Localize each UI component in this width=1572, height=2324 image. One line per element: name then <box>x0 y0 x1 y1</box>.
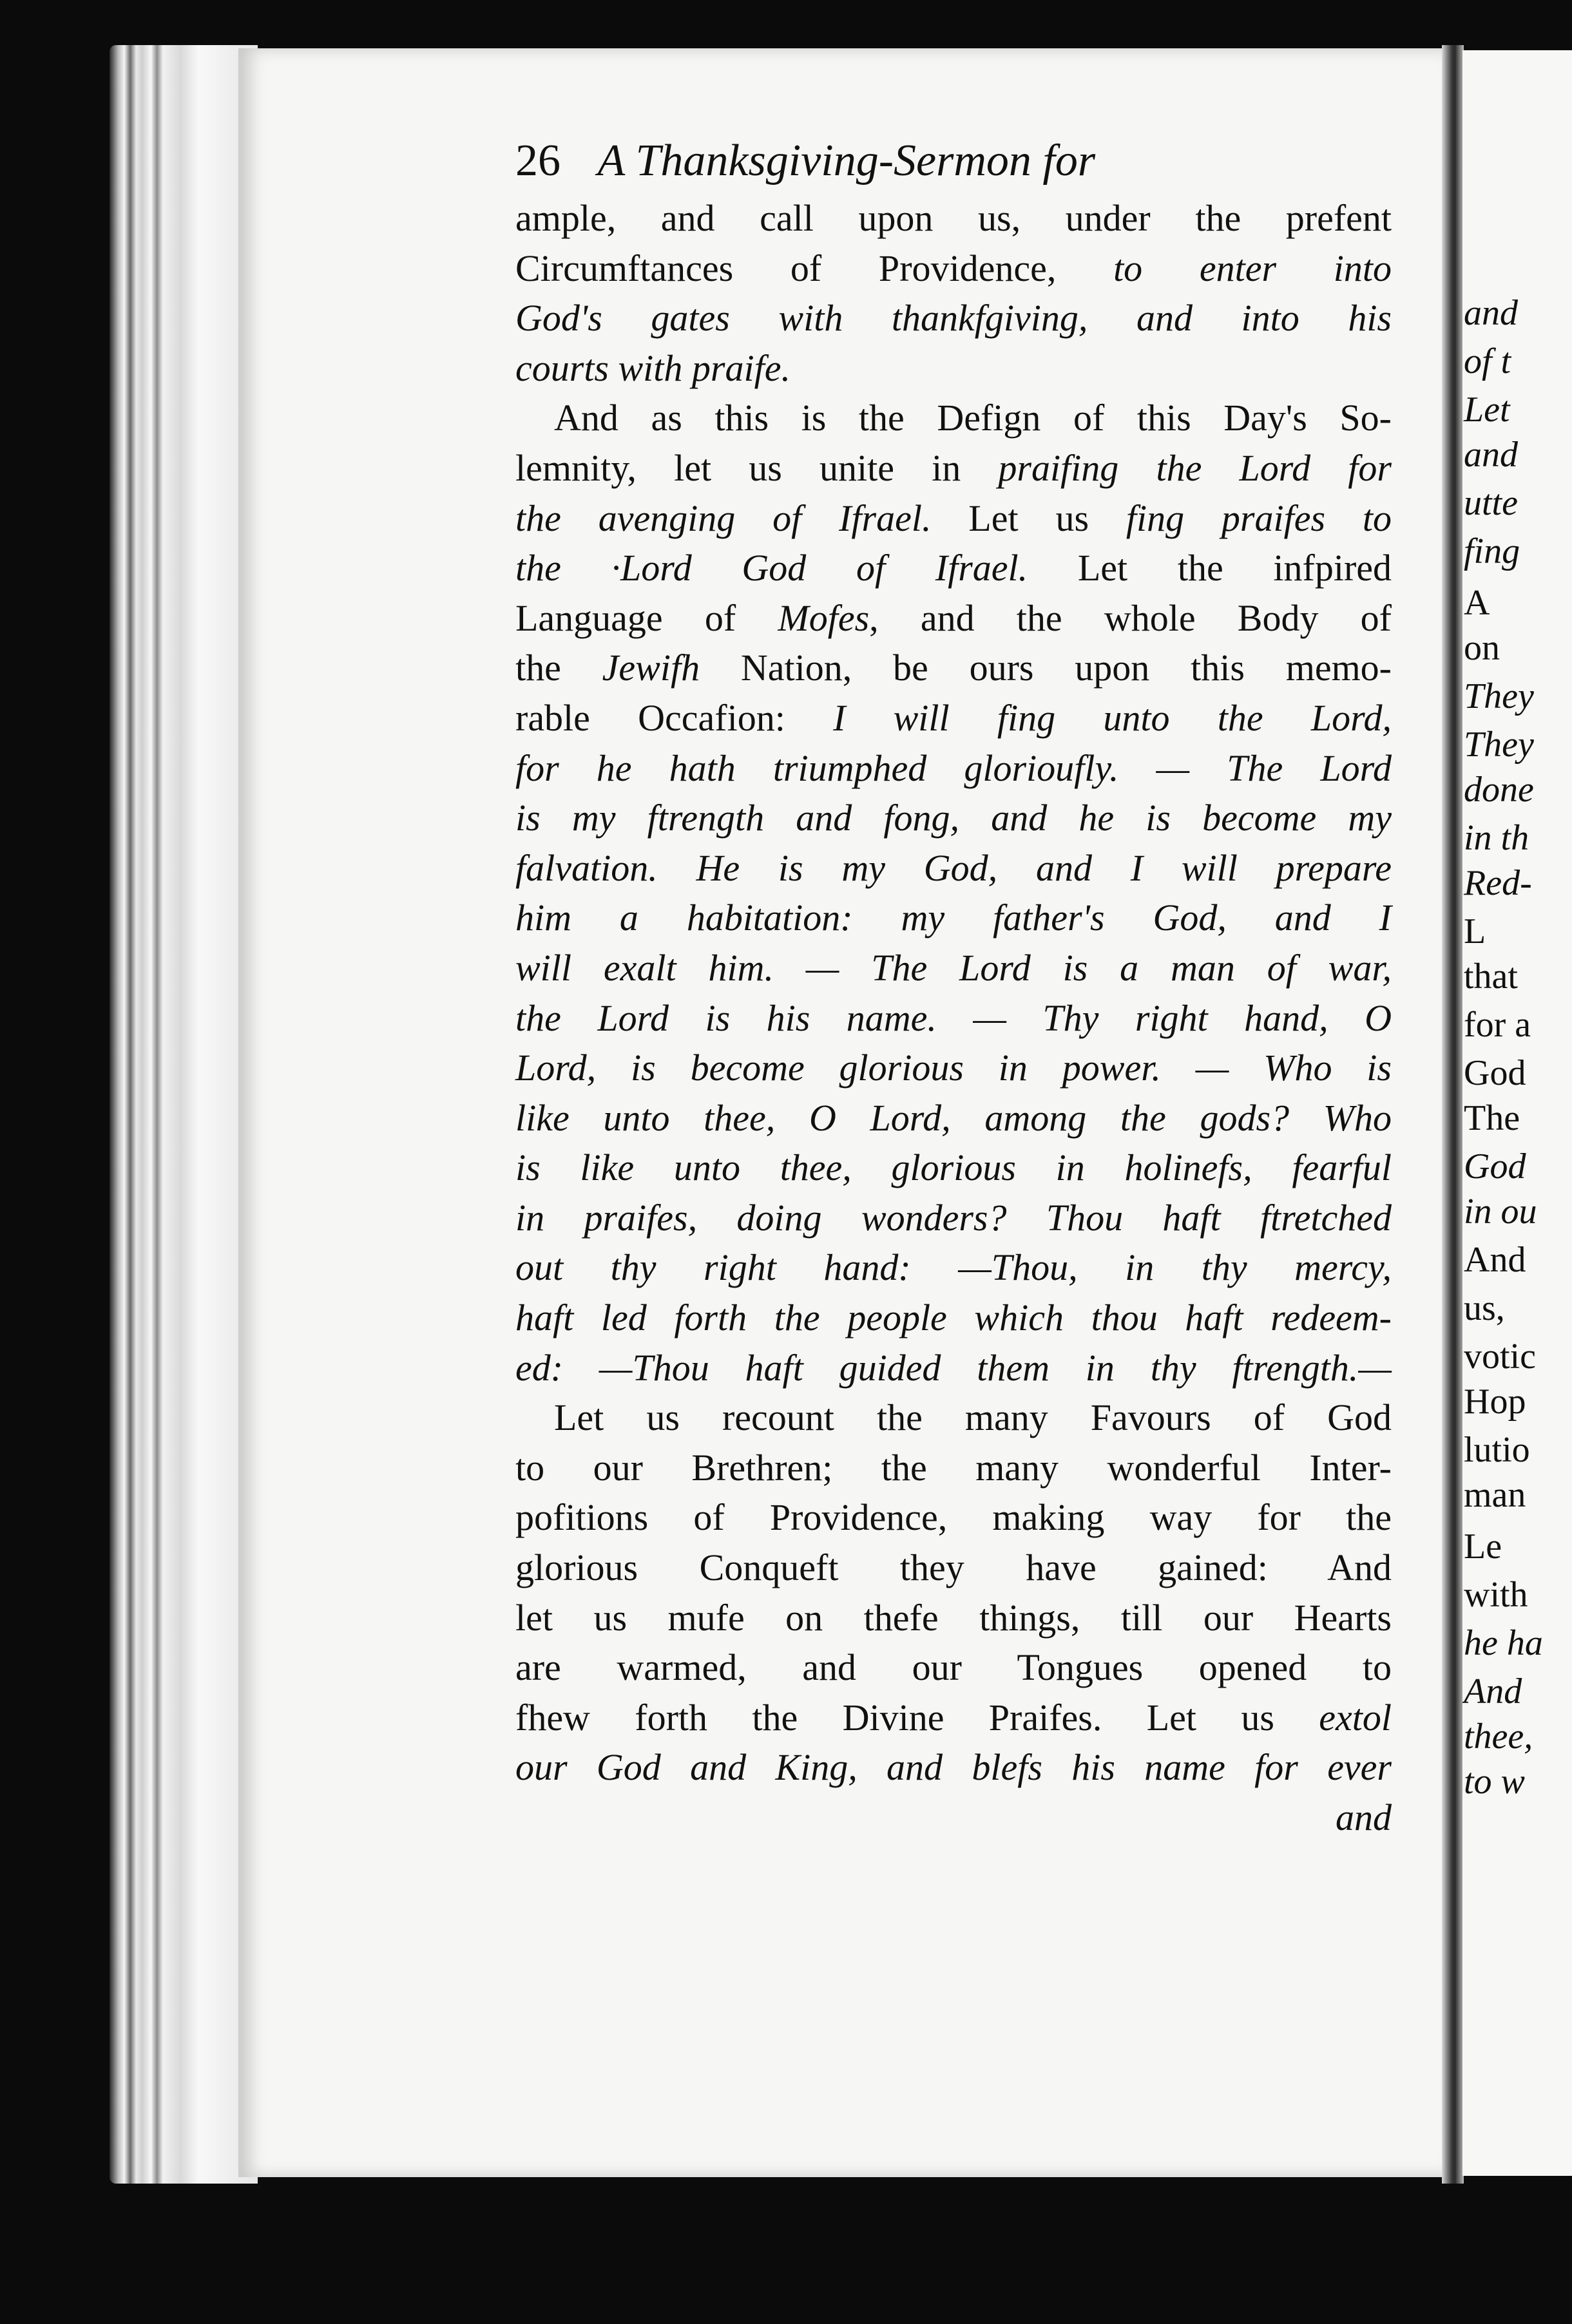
text-line <box>515 1343 1392 1393</box>
text-segment: for he hath triumphed glorioufly. — The Lord <box>515 747 1392 789</box>
text-segment: him a habitation: my father's God, and I <box>515 897 1392 939</box>
text-line <box>515 1543 1392 1593</box>
right-page-line: he ha <box>1464 1623 1543 1663</box>
right-page-line: They <box>1464 676 1534 716</box>
text-segment: lemnity, let us unite in <box>515 446 999 489</box>
running-header <box>515 129 1392 193</box>
text-segment: praifing the Lord for <box>998 446 1392 489</box>
text-line <box>515 393 1392 443</box>
text-segment: Language of <box>515 596 778 639</box>
text-line <box>515 1492 1392 1543</box>
text-segment: out thy right hand: —Thou, in thy mercy, <box>515 1246 1392 1289</box>
text-line <box>515 1643 1392 1693</box>
text-line <box>515 1093 1392 1143</box>
text-line <box>515 493 1392 544</box>
book-gutter <box>1442 45 1464 2184</box>
text-segment: Let us recount the many Favours of God <box>554 1396 1392 1439</box>
text-segment: falvation. He is my God, and I will prepare <box>515 846 1392 889</box>
right-page-line: and <box>1464 293 1518 333</box>
text-segment: the avenging of Ifrael. <box>515 497 932 539</box>
right-page-line: Let <box>1464 390 1510 430</box>
text-segment: are warmed, and our Tongues opened to <box>515 1646 1392 1689</box>
text-segment: let us mufe on thefe things, till our Hearts <box>515 1596 1392 1639</box>
text-segment: and <box>1336 1796 1392 1838</box>
text-segment: Let us <box>931 497 1126 539</box>
text-segment: , and the whole Body of <box>869 596 1392 639</box>
right-page-line: They <box>1464 725 1534 765</box>
text-segment: ed: —Thou haft guided them in thy ftrength.— <box>515 1346 1392 1389</box>
text-segment: the <box>515 647 602 689</box>
text-line <box>515 1593 1392 1643</box>
right-page-fragment <box>1462 50 1572 2176</box>
text-line <box>515 1143 1392 1193</box>
text-line <box>515 1043 1392 1093</box>
right-page-line: fing <box>1464 531 1520 571</box>
text-line <box>515 243 1392 294</box>
text-line <box>515 793 1392 843</box>
right-page-line: and <box>1464 435 1518 475</box>
text-segment: our God and King, and blefs his name for ever <box>515 1746 1392 1789</box>
text-line <box>515 693 1392 743</box>
right-page-line: that <box>1464 957 1518 996</box>
right-page-line: And <box>1464 1240 1526 1280</box>
text-segment: Circumftances of Providence, <box>515 247 1114 289</box>
text-line <box>515 1193 1392 1243</box>
text-segment: to enter into <box>1113 247 1392 289</box>
text-line <box>515 893 1392 943</box>
text-segment: pofitions of Providence, making way for the <box>515 1496 1392 1539</box>
text-segment: extol <box>1319 1696 1392 1738</box>
text-segment: in praifes, doing wonders? Thou haft ftretched <box>515 1196 1392 1239</box>
right-page-line: God <box>1464 1053 1526 1093</box>
right-page-line: in th <box>1464 818 1529 858</box>
text-line <box>515 1293 1392 1343</box>
text-segment: is my ftrength and fong, and he is become my <box>515 797 1392 839</box>
text-segment: will exalt him. — The Lord is a man of war, <box>515 946 1392 989</box>
right-page-line: votic <box>1464 1337 1536 1376</box>
text-segment: And as this is the Defign of this Day's So- <box>554 397 1392 439</box>
right-page-line: with <box>1464 1575 1528 1615</box>
text-segment: rable Occafion: <box>515 696 834 739</box>
text-segment: is like unto thee, glorious in holinefs, fearful <box>515 1147 1392 1189</box>
text-segment: ample, and call upon us, under the prefent <box>515 197 1392 239</box>
right-page-line: The <box>1464 1098 1520 1138</box>
right-page-line: God <box>1464 1147 1526 1186</box>
text-segment: the ·Lord God of Ifrael. <box>515 547 1028 589</box>
text-line <box>515 1443 1392 1493</box>
text-line <box>515 443 1392 493</box>
right-page-line: Red- <box>1464 863 1532 903</box>
text-segment: I will fing unto the Lord, <box>833 696 1392 739</box>
right-page-line: to w <box>1464 1762 1525 1802</box>
text-segment: Lord, is become glorious in power. — Who is <box>515 1047 1392 1089</box>
text-segment: Mofes <box>778 596 870 639</box>
text-segment: courts with praife. <box>515 347 791 389</box>
text-line <box>515 943 1392 993</box>
text-line <box>515 293 1392 343</box>
right-page-line: for a <box>1464 1005 1531 1045</box>
text-segment: to our Brethren; the many wonderful Inter- <box>515 1446 1392 1489</box>
text-line <box>515 1742 1392 1793</box>
text-line <box>515 643 1392 693</box>
text-segment: Jewifh <box>602 647 700 689</box>
text-segment: like unto thee, O Lord, among the gods? Who <box>515 1096 1392 1139</box>
right-page-line: A <box>1464 583 1490 623</box>
text-line <box>515 843 1392 893</box>
page-number: 26 <box>515 136 561 186</box>
text-line <box>515 1693 1392 1743</box>
text-line <box>515 543 1392 593</box>
text-segment: Let the infpired <box>1028 547 1392 589</box>
text-segment: fing praifes to <box>1126 497 1392 539</box>
right-page-line: man <box>1464 1475 1526 1515</box>
right-page-line: lutio <box>1464 1430 1530 1470</box>
text-line <box>515 1793 1392 1843</box>
right-page-line: thee, <box>1464 1717 1533 1757</box>
right-page-line: Le <box>1464 1527 1502 1567</box>
sermon-text-block <box>515 129 1392 1843</box>
text-segment: fhew forth the Divine Praifes. Let us <box>515 1696 1319 1738</box>
text-segment: God's gates with thankfgiving, and into his <box>515 297 1392 339</box>
right-page-line: Hop <box>1464 1382 1526 1422</box>
right-page-line: us, <box>1464 1288 1505 1328</box>
running-title: A Thanksgiving-Sermon for <box>597 136 1096 186</box>
text-segment: glorious Conqueft they have gained: And <box>515 1547 1392 1589</box>
right-page-line: done <box>1464 770 1534 810</box>
text-line <box>515 343 1392 394</box>
text-segment: Nation, be ours upon this memo- <box>700 647 1392 689</box>
text-line <box>515 193 1392 243</box>
right-page-line: And <box>1464 1672 1522 1711</box>
right-page-line: L <box>1464 911 1486 951</box>
text-line <box>515 1243 1392 1293</box>
body-text <box>515 193 1392 1843</box>
text-segment: the Lord is his name. — Thy right hand, O <box>515 996 1392 1039</box>
text-line <box>515 993 1392 1043</box>
right-page-line: on <box>1464 628 1500 668</box>
text-line <box>515 593 1392 643</box>
right-page-line: utte <box>1464 483 1518 523</box>
right-page-line: in ou <box>1464 1192 1537 1232</box>
text-line <box>515 1393 1392 1443</box>
right-page-line: of t <box>1464 341 1511 381</box>
book-fore-edge <box>110 45 258 2184</box>
text-segment: haft led forth the people which thou haft redeem- <box>515 1297 1392 1339</box>
text-line <box>515 743 1392 794</box>
